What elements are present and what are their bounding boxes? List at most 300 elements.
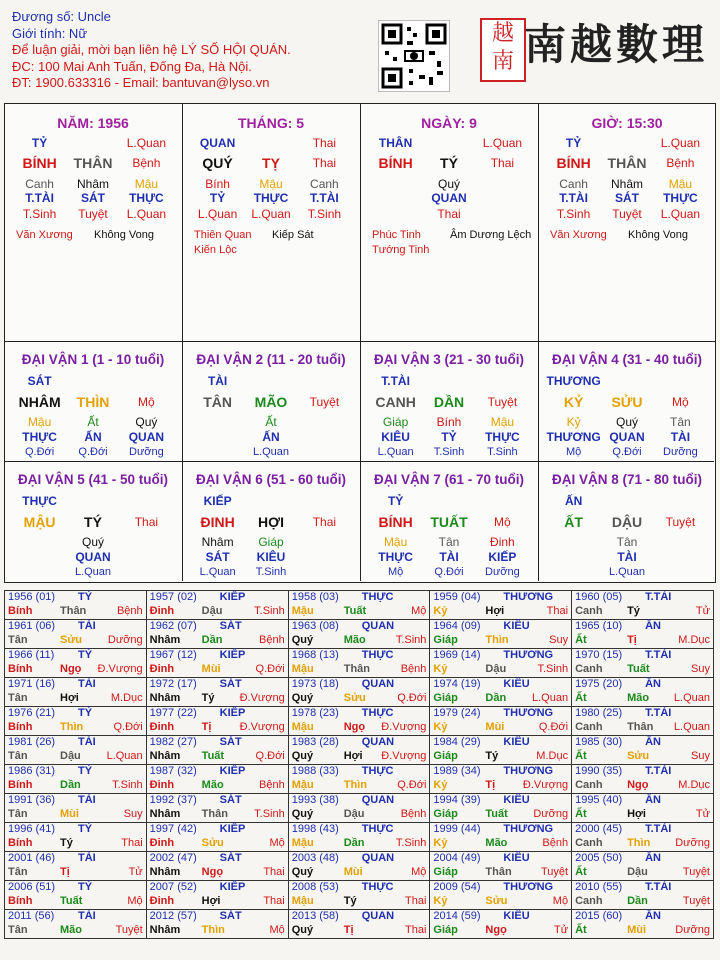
dai-van-god: T.TÀI	[381, 374, 410, 388]
year-cell[interactable]	[5, 910, 147, 939]
dai-van-state: Tuyệt	[487, 395, 518, 409]
year-cell[interactable]	[288, 649, 430, 678]
year-line2	[433, 692, 568, 706]
year-god: THƯƠNG	[503, 707, 554, 719]
year-line1	[292, 852, 427, 866]
year-cell[interactable]	[288, 823, 430, 852]
year-stem: Quý	[291, 807, 314, 820]
year-label: 2001 (46)	[8, 852, 56, 864]
year-line1	[433, 881, 568, 895]
year-cell[interactable]	[572, 881, 714, 910]
year-stem: Giáp	[433, 865, 458, 878]
year-cell[interactable]	[430, 620, 572, 649]
year-stem: Ất	[575, 923, 587, 936]
owner-name: Đương số: Uncle	[12, 9, 111, 24]
hidden-stem: Bính	[205, 177, 230, 191]
year-cell[interactable]	[430, 649, 572, 678]
year-cell[interactable]	[146, 736, 288, 765]
year-cell[interactable]	[5, 707, 147, 736]
star-label: Tướng Tinh	[372, 244, 430, 256]
hidden-state: L.Quan	[660, 207, 701, 221]
year-line1	[575, 881, 710, 895]
hidden-stem: Bính	[436, 415, 462, 429]
year-stem: Canh	[575, 836, 603, 849]
year-line1	[292, 707, 427, 721]
year-line2	[575, 779, 710, 793]
year-line2	[150, 750, 285, 764]
year-line1	[150, 794, 285, 808]
dai-van-stem: NHÂM	[18, 394, 61, 410]
year-state: Mộ	[269, 836, 285, 849]
year-branch: Mão	[201, 778, 224, 791]
hidden-god: T.TÀI	[310, 191, 339, 205]
year-god: THỰC	[361, 649, 394, 661]
year-cell[interactable]	[5, 852, 147, 881]
hidden-stem: Quý	[135, 415, 158, 429]
dai-van-state: Tuyệt	[665, 515, 696, 529]
year-cell[interactable]	[288, 707, 430, 736]
year-cell[interactable]	[288, 620, 430, 649]
year-cell[interactable]	[572, 823, 714, 852]
year-label: 2003 (48)	[291, 852, 339, 864]
year-state: M.Dục	[110, 691, 143, 704]
year-line2	[433, 634, 568, 648]
year-line1	[575, 765, 710, 779]
year-label: 2011 (56)	[8, 910, 55, 922]
year-label: 1959 (04)	[433, 591, 481, 603]
year-branch: Dậu	[627, 865, 648, 878]
year-line1	[433, 591, 568, 605]
year-line1	[575, 910, 710, 924]
year-state: Đ.Vượng	[381, 749, 427, 762]
year-line1	[8, 678, 143, 692]
year-state: Đ.Vượng	[381, 720, 427, 733]
year-cell[interactable]	[430, 765, 572, 794]
year-row	[5, 852, 714, 881]
year-line2	[575, 692, 710, 706]
year-cell[interactable]	[5, 736, 147, 765]
year-cell[interactable]	[5, 649, 147, 678]
pillar-3	[360, 103, 538, 341]
year-line2	[433, 895, 568, 909]
year-cell[interactable]	[430, 794, 572, 823]
year-cell[interactable]	[288, 591, 430, 620]
year-label: 1964 (09)	[433, 620, 481, 632]
dai-van-stem: TÂN	[203, 394, 232, 410]
hidden-state: L.Quan	[126, 207, 167, 221]
year-state: L.Quan	[673, 720, 710, 733]
year-cell[interactable]	[430, 736, 572, 765]
year-cell[interactable]	[288, 881, 430, 910]
pillar-title: GIỜ: 15:30	[591, 115, 663, 131]
year-god: KIẾP	[219, 707, 246, 719]
year-line2	[433, 721, 568, 735]
dai-van-god: ẤN	[564, 494, 583, 508]
year-god: KIẾP	[219, 765, 246, 777]
pillar-stem: QUÝ	[202, 155, 233, 171]
year-line1	[8, 852, 143, 866]
hidden-state: Q.Đới	[78, 446, 108, 458]
year-god: T.TÀI	[645, 823, 672, 835]
year-stem: Đinh	[149, 894, 175, 907]
year-state: T.Sinh	[395, 836, 427, 849]
year-cell[interactable]	[5, 591, 147, 620]
star-label: Văn Xương	[16, 229, 73, 241]
hidden-stem: Canh	[310, 177, 339, 191]
hidden-stem: Mậu	[259, 177, 283, 191]
year-line2	[575, 808, 710, 822]
year-cell[interactable]	[572, 707, 714, 736]
year-god: TỶ	[78, 823, 93, 835]
hidden-stem: Nhâm	[76, 177, 109, 191]
pillar-branch: THÂN	[607, 155, 647, 171]
year-label: 1976 (21)	[8, 707, 56, 719]
year-branch: Sửu	[485, 894, 508, 907]
year-cell[interactable]	[288, 794, 430, 823]
year-cell[interactable]	[572, 678, 714, 707]
year-cell[interactable]	[430, 591, 572, 620]
year-god: SÁT	[219, 620, 242, 632]
dai-van-title: ĐẠI VẬN 8 (71 - 80 tuổi)	[551, 472, 703, 487]
hidden-state: L.Quan	[377, 446, 414, 458]
year-stem: Nhâm	[149, 633, 181, 646]
hidden-god: QUAN	[609, 430, 645, 444]
year-cell[interactable]	[572, 591, 714, 620]
hidden-stem: Mậu	[668, 177, 693, 191]
year-cell[interactable]	[146, 591, 288, 620]
hidden-stem: Canh	[559, 177, 588, 191]
year-label: 1979 (24)	[433, 707, 481, 719]
year-cell[interactable]	[572, 910, 714, 939]
year-cell[interactable]	[572, 620, 714, 649]
dai-van-title: ĐẠI VẬN 2 (11 - 20 tuổi)	[196, 352, 346, 367]
year-state: Tử	[128, 865, 143, 878]
year-branch: Dậu	[343, 807, 365, 820]
year-branch: Ngọ	[60, 662, 82, 675]
hidden-stem: Tân	[438, 535, 460, 549]
year-label: 2008 (53)	[291, 881, 339, 893]
hidden-god: TỶ	[441, 430, 457, 444]
year-cell[interactable]	[146, 620, 288, 649]
year-god: QUAN	[361, 910, 395, 922]
star-label: Âm Dương Lệch	[450, 229, 532, 241]
year-god: TỶ	[78, 649, 93, 661]
year-branch: Thìn	[627, 836, 651, 849]
year-god: TỶ	[78, 765, 93, 777]
year-label: 1969 (14)	[433, 649, 481, 661]
year-row	[5, 823, 714, 852]
year-state: T.Sinh	[254, 604, 285, 617]
dai-van-state: Thai	[134, 515, 159, 529]
year-cell[interactable]	[146, 852, 288, 881]
hidden-stem: Giáp	[382, 415, 409, 429]
year-line2	[575, 924, 710, 938]
year-line1	[150, 881, 285, 895]
pillar-stem-god: TỶ	[565, 136, 582, 150]
year-label: 1978 (23)	[291, 707, 339, 719]
hidden-state: Dưỡng	[129, 446, 164, 458]
year-god: THỰC	[361, 881, 394, 893]
hidden-stem: Mậu	[27, 415, 52, 429]
year-line1	[8, 794, 143, 808]
year-cell[interactable]	[146, 823, 288, 852]
year-cell[interactable]	[146, 910, 288, 939]
hidden-state: Q.Đới	[612, 446, 642, 458]
year-cell[interactable]	[572, 649, 714, 678]
year-line1	[292, 881, 427, 895]
year-god: KIẾP	[219, 649, 246, 661]
year-row	[5, 910, 714, 939]
year-cell[interactable]	[288, 678, 430, 707]
year-god: THỰC	[361, 591, 394, 603]
year-branch: Thìn	[343, 778, 367, 791]
year-label: 1965 (10)	[575, 620, 623, 632]
year-god: QUAN	[361, 620, 395, 632]
year-cell[interactable]	[288, 910, 430, 939]
year-branch: Sửu	[343, 691, 366, 704]
year-label: 1987 (32)	[149, 765, 197, 777]
year-stem: Đinh	[149, 604, 175, 617]
year-cell[interactable]	[572, 736, 714, 765]
dai-van-branch: DẬU	[611, 514, 643, 530]
year-state: Bệnh	[116, 604, 143, 617]
year-god: THỰC	[361, 823, 394, 835]
year-branch: Mão	[627, 691, 650, 704]
year-branch: Sửu	[627, 749, 650, 762]
dai-van-title: ĐẠI VẬN 4 (31 - 40 tuổi)	[551, 352, 703, 367]
year-cell[interactable]	[430, 707, 572, 736]
year-state: Đ.Vượng	[239, 720, 285, 733]
year-state: Bệnh	[400, 662, 427, 675]
year-branch: Thìn	[485, 633, 509, 646]
year-stem: Kỷ	[433, 836, 448, 849]
hidden-god: THỰC	[22, 430, 57, 444]
year-branch: Hợi	[627, 807, 646, 820]
seal-stamp: 越南	[480, 18, 526, 82]
year-state: M.Dục	[536, 749, 569, 762]
year-cell[interactable]	[5, 620, 147, 649]
hidden-state: L.Quan	[252, 446, 290, 458]
year-row	[5, 765, 714, 794]
year-stem: Mậu	[291, 662, 314, 675]
year-line1	[433, 794, 568, 808]
year-cell[interactable]	[288, 765, 430, 794]
year-label: 1985 (30)	[575, 736, 623, 748]
dai-van-god: THƯƠNG	[546, 374, 601, 388]
address-line: ĐC: 100 Mai Anh Tuấn, Đống Đa, Hà Nội.	[12, 58, 252, 74]
year-cell[interactable]	[5, 765, 147, 794]
year-stem: Tân	[8, 749, 28, 762]
year-cell[interactable]	[146, 678, 288, 707]
pillar-branch-state: L.Quan	[126, 136, 167, 150]
year-cell[interactable]	[146, 794, 288, 823]
year-line1	[8, 649, 143, 663]
year-label: 2002 (47)	[149, 852, 197, 864]
year-state: T.Sinh	[395, 633, 427, 646]
year-cell[interactable]	[146, 649, 288, 678]
year-god: ẤN	[645, 620, 661, 632]
year-label: 1991 (36)	[8, 794, 56, 806]
year-cell[interactable]	[5, 881, 147, 910]
year-cell[interactable]	[572, 765, 714, 794]
year-branch: Tuất	[627, 662, 650, 675]
year-stem: Quý	[291, 923, 314, 936]
year-cell[interactable]	[430, 852, 572, 881]
hidden-god: QUAN	[431, 191, 467, 205]
year-cell[interactable]	[288, 736, 430, 765]
year-god: ẤN	[645, 852, 661, 864]
year-line2	[575, 750, 710, 764]
year-line1	[575, 620, 710, 634]
year-cell[interactable]	[146, 765, 288, 794]
year-stem: Mậu	[291, 604, 314, 617]
year-label: 1957 (02)	[149, 591, 197, 603]
hidden-state: T.Sinh	[433, 446, 465, 458]
year-state: Tuyệt	[682, 865, 710, 878]
dai-van-stem: KỶ	[563, 394, 584, 410]
dai-van-title: ĐẠI VẬN 7 (61 - 70 tuổi)	[373, 472, 525, 487]
year-line1	[292, 591, 427, 605]
year-cell[interactable]	[288, 852, 430, 881]
year-cell[interactable]	[430, 881, 572, 910]
dai-van-branch: TUẤT	[430, 514, 468, 530]
year-label: 1977 (22)	[149, 707, 197, 719]
year-cell[interactable]	[572, 852, 714, 881]
year-god: KIÊU	[503, 794, 530, 806]
hidden-state: L.Quan	[199, 566, 236, 578]
year-cell[interactable]	[430, 823, 572, 852]
year-line1	[433, 823, 568, 837]
year-cell[interactable]	[146, 881, 288, 910]
year-line1	[8, 910, 143, 924]
year-god: T.TÀI	[645, 881, 672, 893]
year-stem: Kỷ	[433, 662, 448, 675]
year-branch: Tị	[201, 720, 212, 733]
year-line1	[575, 823, 710, 837]
dai-van-title: ĐẠI VẬN 5 (41 - 50 tuổi)	[17, 472, 169, 487]
year-branch: Tuất	[60, 894, 83, 907]
year-god: SÁT	[219, 910, 242, 922]
year-label: 1998 (43)	[291, 823, 339, 835]
year-label: 1962 (07)	[149, 620, 197, 632]
year-stem: Mậu	[291, 894, 314, 907]
year-label: 1966 (11)	[8, 649, 55, 661]
dai-van-branch: TÝ	[84, 514, 102, 530]
hidden-state: T.Sinh	[556, 207, 591, 221]
pillar-stem-god: THÂN	[378, 136, 413, 150]
hidden-god: KIÊU	[381, 430, 410, 444]
dai-van-2	[182, 341, 360, 461]
year-god: THỰC	[361, 765, 394, 777]
year-line1	[292, 823, 427, 837]
star-label: Văn Xương	[550, 229, 607, 241]
hidden-god: T.TÀI	[25, 191, 54, 205]
year-line1	[292, 678, 427, 692]
year-label: 1996 (41)	[8, 823, 56, 835]
year-state: Thai	[405, 894, 427, 907]
year-stem: Bính	[8, 836, 33, 849]
pillar-stem: BÍNH	[378, 155, 413, 171]
hidden-god: SÁT	[81, 191, 105, 205]
year-state: T.Sinh	[537, 662, 569, 675]
year-label: 2007 (52)	[149, 881, 197, 893]
pillar-branch-state: L.Quan	[482, 136, 523, 150]
year-stem: Tân	[8, 691, 28, 704]
year-god: KIÊU	[503, 910, 530, 922]
dai-van-title: ĐẠI VẬN 1 (1 - 10 tuổi)	[21, 352, 165, 367]
year-label: 2015 (60)	[575, 910, 623, 922]
year-line1	[150, 591, 285, 605]
year-stem: Tân	[8, 633, 28, 646]
year-branch: Mùi	[627, 923, 647, 936]
year-stem: Đinh	[149, 720, 175, 733]
pillar-branch-state: L.Quan	[660, 136, 701, 150]
year-state: Thai	[546, 604, 569, 617]
year-branch: Thân	[627, 720, 654, 733]
year-branch: Dậu	[485, 662, 507, 675]
year-cell[interactable]	[5, 794, 147, 823]
year-stem: Đinh	[149, 836, 175, 849]
year-branch: Hợi	[60, 691, 79, 704]
year-label: 1984 (29)	[433, 736, 481, 748]
year-state: Tử	[695, 604, 710, 617]
year-line2	[150, 692, 285, 706]
hidden-stem: Mậu	[134, 177, 159, 191]
dai-van-7	[360, 461, 538, 581]
year-branch: Dần	[627, 894, 648, 907]
phone-email-line: ĐT: 1900.633316 - Email: bantuvan@lyso.vn	[12, 75, 270, 90]
year-line1	[575, 678, 710, 692]
year-line2	[575, 837, 710, 851]
hidden-god: KIÊU	[256, 550, 286, 564]
year-label: 1983 (28)	[291, 736, 339, 748]
hidden-state: T.Sinh	[22, 207, 57, 221]
year-state: Q.Đới	[538, 720, 569, 733]
year-branch: Tị	[485, 778, 496, 791]
pillar-title: NGÀY: 9	[421, 115, 477, 131]
year-cell[interactable]	[146, 707, 288, 736]
dai-van-stem: MẬU	[23, 514, 56, 530]
year-line1	[575, 591, 710, 605]
year-god: THƯƠNG	[503, 765, 554, 777]
year-god: ẤN	[645, 910, 661, 922]
year-line2	[150, 866, 285, 880]
contact-line: Để luận giải, mời bạn liên hệ LÝ SỐ HỘI QUÁN.	[12, 42, 291, 57]
year-stem: Giáp	[433, 807, 458, 820]
year-branch: Thìn	[60, 720, 84, 733]
year-cell[interactable]	[572, 794, 714, 823]
year-label: 1993 (38)	[291, 794, 339, 806]
year-cell[interactable]	[430, 678, 572, 707]
year-line1	[150, 765, 285, 779]
year-state: L.Quan	[531, 691, 569, 704]
year-cell[interactable]	[5, 678, 147, 707]
year-line2	[292, 750, 427, 764]
year-line1	[433, 910, 568, 924]
year-cell[interactable]	[5, 823, 147, 852]
year-branch: Mùi	[485, 720, 505, 733]
gender: Giới tính: Nữ	[12, 25, 88, 41]
year-line1	[150, 678, 285, 692]
year-line2	[433, 750, 568, 764]
year-cell[interactable]	[430, 910, 572, 939]
hidden-god: SÁT	[205, 550, 230, 564]
year-label: 2010 (55)	[575, 881, 623, 893]
year-branch: Dậu	[60, 749, 81, 762]
hidden-stem: Canh	[25, 177, 54, 191]
year-branch: Dần	[485, 691, 507, 704]
year-label: 1980 (25)	[575, 707, 623, 719]
